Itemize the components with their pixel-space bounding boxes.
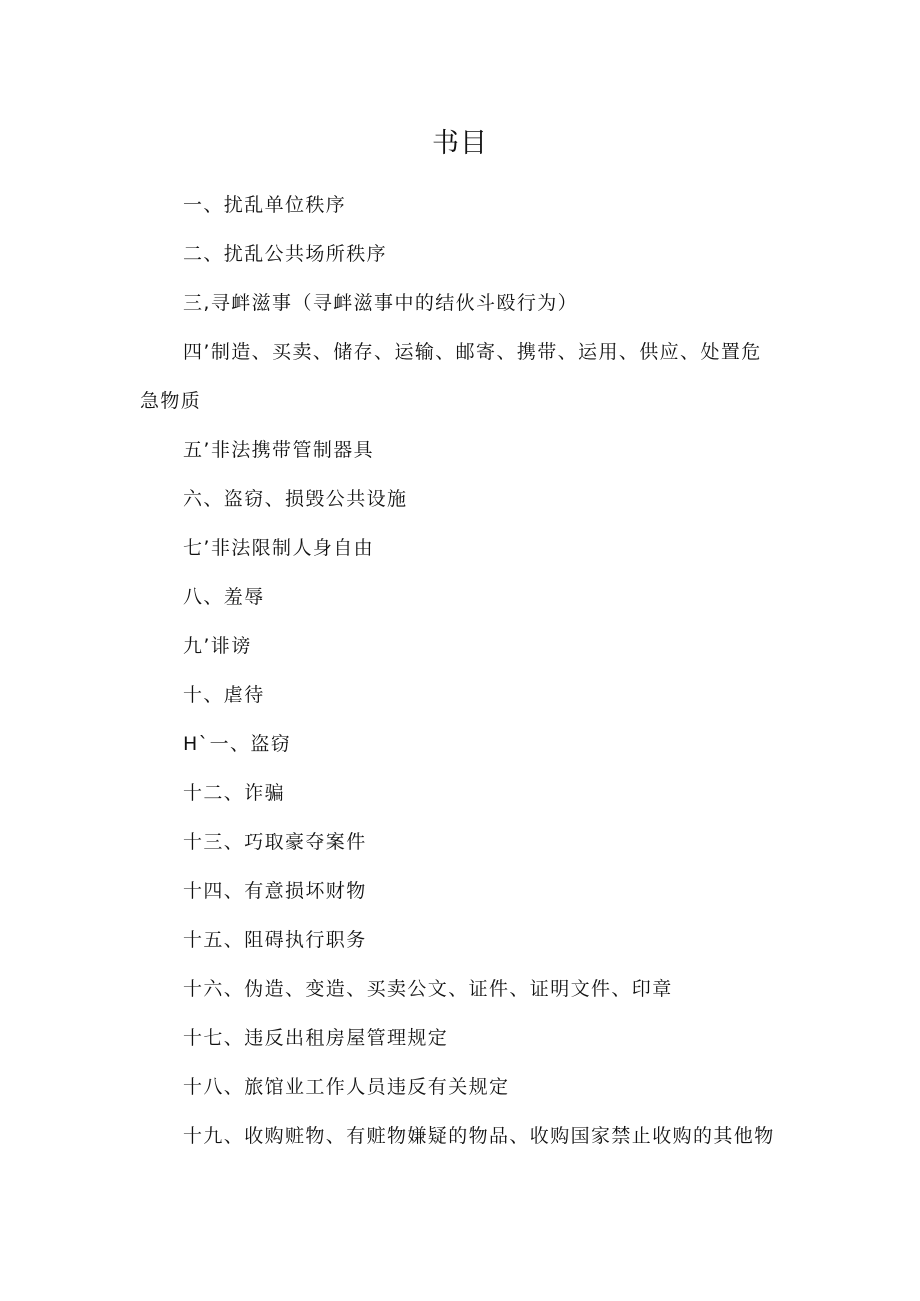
toc-item: 四’制造、买卖、储存、运输、邮寄、携带、运用、供应、处置危急物质 xyxy=(140,341,762,412)
toc-item: 十九、收购赃物、有赃物嫌疑的物品、收购国家禁止收购的其他物 xyxy=(183,1125,775,1147)
toc-item: 七’非法限制人身自由 xyxy=(183,537,375,559)
toc-item: 八、羞辱 xyxy=(183,586,265,608)
toc-item: 九’诽谤 xyxy=(183,635,252,657)
toc-item: 二、扰乱公共场所秩序 xyxy=(183,243,388,265)
table-of-contents xyxy=(140,181,780,1161)
toc-item: 十七、违反出租房屋管理规定 xyxy=(183,1027,449,1049)
page-title: 书目 xyxy=(432,128,488,159)
toc-item: 六、盗窃、损毁公共设施 xyxy=(183,488,408,510)
toc-item: 十二、诈骗 xyxy=(183,782,286,804)
toc-item: 十六、伪造、变造、买卖公文、证件、证明文件、印章 xyxy=(183,978,673,1000)
toc-item: 十八、旅馆业工作人员违反有关规定 xyxy=(183,1076,510,1098)
toc-item: 五’非法携带管制器具 xyxy=(183,439,375,461)
toc-item: 十、虐待 xyxy=(183,684,265,706)
toc-item: H`一、盗窃 xyxy=(183,733,292,755)
toc-item: 一、扰乱单位秩序 xyxy=(183,194,347,216)
toc-item: 十三、巧取豪夺案件 xyxy=(183,831,367,853)
toc-item: 十四、有意损坏财物 xyxy=(183,880,367,902)
toc-item: 三,寻衅滋事（寻衅滋事中的结伙斗殴行为） xyxy=(183,292,579,314)
toc-item: 十五、阻碍执行职务 xyxy=(183,929,367,951)
